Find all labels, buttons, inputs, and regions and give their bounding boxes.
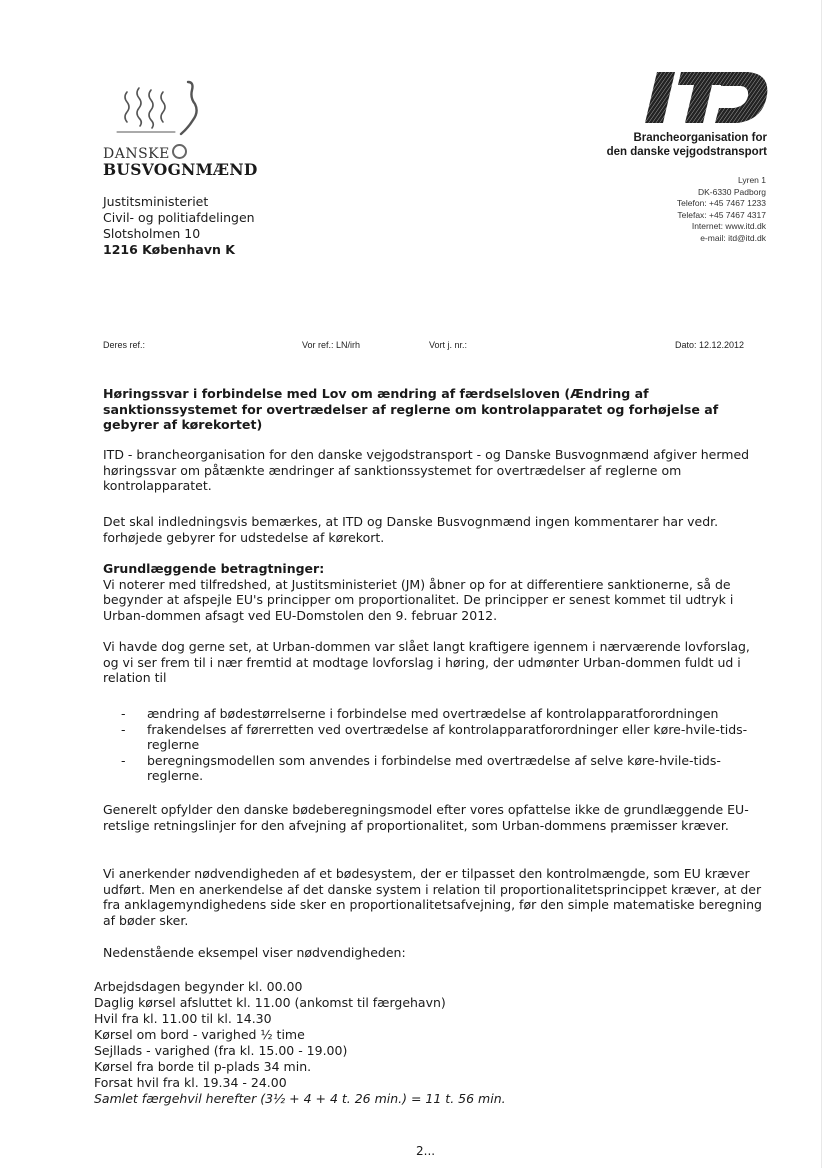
addressee-line4: 1216 København K xyxy=(103,242,235,257)
itd-tagline-line1: Brancheorganisation for xyxy=(633,132,767,144)
steam-logo-icon xyxy=(113,78,203,140)
logo-text-danske: DANSKE xyxy=(103,144,187,162)
example-line: Arbejdsdagen begynder kl. 00.00 xyxy=(94,979,303,994)
example-line: Daglig kørsel afsluttet kl. 11.00 (ankomst til færgehavn) xyxy=(94,995,446,1010)
itd-tagline-line2: den danske vejgodstransport xyxy=(606,146,767,158)
sender-fax: Telefax: +45 7467 4317 xyxy=(677,209,766,220)
itd-tagline xyxy=(607,131,767,159)
example-block xyxy=(94,979,506,1107)
scan-edge-divider xyxy=(821,0,822,1168)
sender-address xyxy=(677,175,766,244)
list-item: - beregningsmodellen som anvendes i forbindelse med overtrædelse af selve køre-hvile-tids-reglerne. xyxy=(121,752,721,783)
example-total: Samlet færgehvil herefter (3½ + 4 + 4 t. 26 min.) = 11 t. 56 min. xyxy=(94,1091,506,1106)
list-item: - ændring af bødestørrelserne i forbindelse med overtrædelse af kontrolapparatforordningen xyxy=(121,706,719,721)
example-line: Forsat hvil fra kl. 19.34 - 24.00 xyxy=(94,1075,287,1090)
sender-internet: Internet: www.itd.dk xyxy=(691,221,766,231)
letter-subject: Høringssvar i forbindelse med Lov om ændring af færdselsloven (Ændring af sanktionssystemet for overtrædelser af reglerne om kontrolapparatet og forhøjelse af gebyrer af kørekortet) xyxy=(103,386,719,432)
paragraph-3: Vi noterer med tilfredshed, at Justitsministeriet (JM) åbner op for at differentiere sanktionerne, så de begynder at afspejle EU's principper om proportionalitet. De principper er senest kommet til udtryk i Urban-dommen afsagt ved EU-Domstolen den 9. februar 2012. xyxy=(103,576,734,623)
page-continuation-marker: 2... xyxy=(416,1144,436,1158)
sender-email: e-mail: itd@itd.dk xyxy=(700,232,766,243)
paragraph-5: Generelt opfylder den danske bødeberegningsmodel efter vores opfattelse ikke de grundlæggende EU-retslige retningslinjer for den afvejning af proportionalitet, som Urban-dommens præmisser kræver. xyxy=(103,802,749,833)
ref-deres: Deres ref.: xyxy=(103,340,146,350)
bullet-list xyxy=(121,706,771,784)
addressee-line3: Slotsholmen 10 xyxy=(103,226,201,241)
ref-vor: Vor ref.: LN/irh xyxy=(302,340,361,350)
addressee-line1: Justitsministeriet xyxy=(103,194,209,209)
sender-city: DK-6330 Padborg xyxy=(697,186,766,197)
example-line: Kørsel om bord - varighed ½ time xyxy=(94,1027,305,1042)
ref-vort-j: Vort j. nr.: xyxy=(429,340,468,350)
addressee-block xyxy=(103,194,255,258)
example-line: Hvil fra kl. 11.00 til kl. 14.30 xyxy=(94,1011,272,1026)
ring-icon xyxy=(172,144,187,159)
section-grundlaeggende xyxy=(103,561,768,623)
sender-street: Lyren 1 xyxy=(737,175,766,185)
paragraph-7: Nedenstående eksempel viser nødvendigheden: xyxy=(103,945,406,960)
itd-logo-icon xyxy=(645,70,770,125)
section-heading: Grundlæggende betragtninger: xyxy=(103,561,325,576)
addressee-line2: Civil- og politiafdelingen xyxy=(103,210,255,225)
list-item: - frakendelses af førerretten ved overtrædelse af kontrolapparatforordninger eller køre-hvile-tids-reglerne xyxy=(121,721,748,752)
ref-dato: Dato: 12.12.2012 xyxy=(675,340,745,350)
example-line: Kørsel fra borde til p-plads 34 min. xyxy=(94,1059,312,1074)
paragraph-1: ITD - brancheorganisation for den danske vejgodstransport - og Danske Busvognmænd afgiver hermed høringssvar om påtænkte ændringer af sanktionssystemet for overtrædelser af reglerne om kontrolapparatet. xyxy=(103,447,750,493)
logo-text-busvognmaend: BUSVOGNMÆND xyxy=(103,160,258,179)
paragraph-2: Det skal indledningsvis bemærkes, at ITD og Danske Busvognmænd ingen kommentarer har vedr. forhøjede gebyrer for udstedelse af kørekort. xyxy=(103,514,719,545)
example-line: Sejllads - varighed (fra kl. 15.00 - 19.00) xyxy=(94,1043,348,1058)
sender-phone: Telefon: +45 7467 1233 xyxy=(676,198,766,208)
paragraph-6: Vi anerkender nødvendigheden af et bødesystem, der er tilpasset den kontrolmængde, som EU kræver udført. Men en anerkendelse af det danske system i relation til proportionalitetsprincippet kræver, at der fra anklagemyndighedens side sker en proportionalitetsafvejning, før den simple matematiske beregning af bøder sker. xyxy=(103,866,762,928)
paragraph-4: Vi havde dog gerne set, at Urban-dommen var slået langt kraftigere igennem i nærværende lovforslag, og vi ser frem til i nær fremtid at modtage lovforslag i høring, der udmønter Urban-dommen fuldt ud i relation til xyxy=(103,639,750,685)
